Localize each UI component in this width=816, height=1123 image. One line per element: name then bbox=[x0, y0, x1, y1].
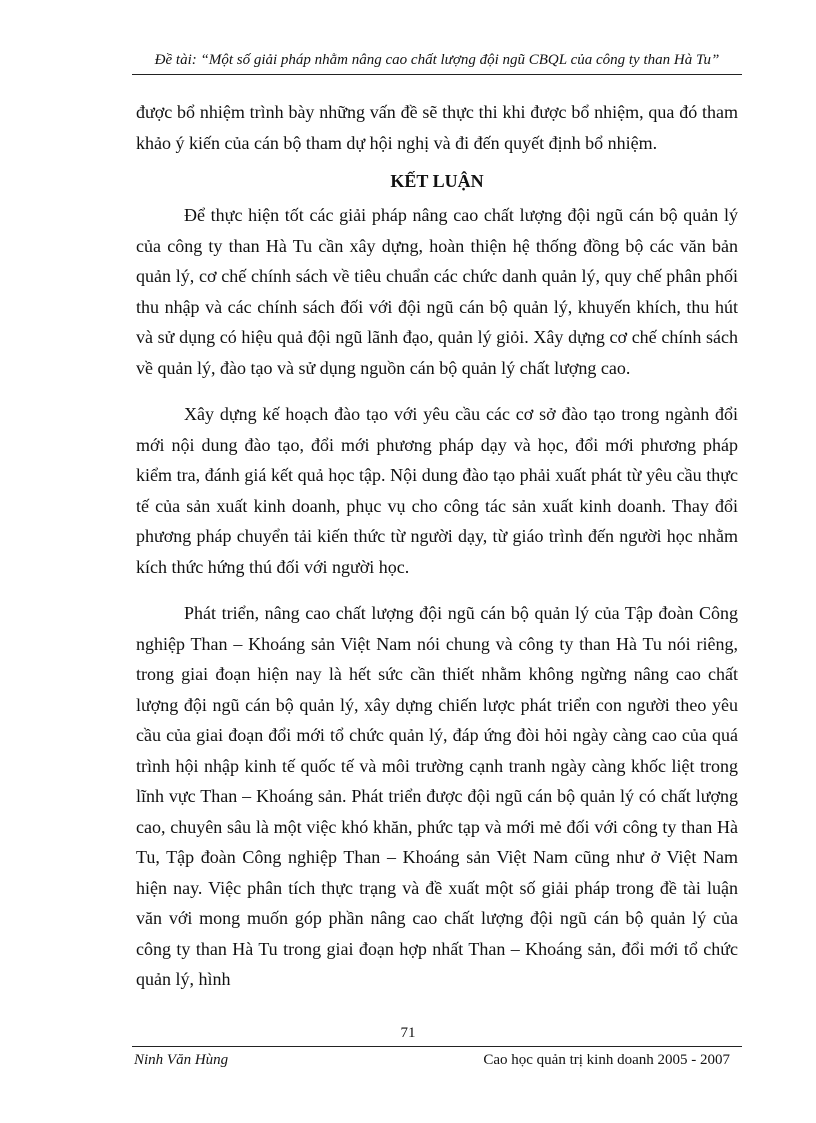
header-divider bbox=[132, 74, 742, 75]
paragraph-3: Phát triển, nâng cao chất lượng đội ngũ cán bộ quản lý của Tập đoàn Công nghiệp Than – Khoáng sản Việt Nam nói chung và công ty than Hà Tu nói riêng, trong giai đoạn hiện nay là hết sức cần thiết nhằm không ngừng nâng cao chất lượng đội ngũ cán bộ quản lý, xây dựng chiến lược phát triển con người theo yêu cầu của giai đoạn đổi mới tổ chức quản lý, đáp ứng đòi hỏi ngày càng cao của quá trình hội nhập kinh tế quốc tế và môi trường cạnh tranh ngày càng khốc liệt trong lĩnh vực Than – Khoáng sản. Phát triển được đội ngũ cán bộ quản lý có chất lượng cao, chuyên sâu là một việc khó khăn, phức tạp và mới mẻ đối với công ty than Hà Tu, Tập đoàn Công nghiệp Than – Khoáng sản Việt Nam cũng như ở Việt Nam hiện nay. Việc phân tích thực trạng và đề xuất một số giải pháp trong đề tài luận văn với mong muốn góp phần nâng cao chất lượng đội ngũ cán bộ quản lý của công ty than Hà Tu trong giai đoạn hợp nhất Than – Khoáng sản, đổi mới tổ chức quản lý, hình bbox=[136, 603, 738, 989]
paragraph-2: Xây dựng kế hoạch đào tạo với yêu cầu các cơ sở đào tạo trong ngành đổi mới nội dung đào tạo, đổi mới phương pháp dạy và học, đổi mới phương pháp kiểm tra, đánh giá kết quả học tập. Nội dung đào tạo phải xuất phát từ yêu cầu thực tế của sản xuất kinh doanh, phục vụ cho công tác sản xuất kinh doanh. Thay đổi phương pháp chuyển tải kiến thức từ người dạy, từ giáo trình đến người học nhằm kích thức hứng thú đối với người học. bbox=[136, 404, 738, 577]
footer-author: Ninh Văn Hùng bbox=[134, 1052, 229, 1068]
intro-continuation-paragraph: được bổ nhiệm trình bày những vấn đề sẽ thực thi khi được bổ nhiệm, qua đó tham khảo ý kiến của cán bộ tham dự hội nghị và đi đến quyết định bổ nhiệm. bbox=[136, 102, 738, 153]
body-text bbox=[136, 97, 738, 995]
paragraph-1: Để thực hiện tốt các giải pháp nâng cao chất lượng đội ngũ cán bộ quản lý của công ty than Hà Tu cần xây dựng, hoàn thiện hệ thống đồng bộ các văn bản quản lý, cơ chế chính sách về tiêu chuẩn các chức danh quản lý, quy chế phân phối thu nhập và các chính sách đối với đội ngũ cán bộ quản lý, khuyến khích, thu hút và sử dụng có hiệu quả đội ngũ lãnh đạo, quản lý giỏi. Xây dựng cơ chế chính sách về quản lý, đào tạo và sử dụng nguồn cán bộ quản lý chất lượng cao. bbox=[136, 205, 738, 378]
footer-divider bbox=[132, 1046, 742, 1047]
page-number: 71 bbox=[400, 1025, 416, 1041]
section-heading: KẾT LUẬN bbox=[390, 171, 484, 191]
header-title: Đề tài: “Một số giải pháp nhằm nâng cao chất lượng đội ngũ CBQL của công ty than Hà Tu” bbox=[154, 52, 720, 68]
footer-program: Cao học quản trị kinh doanh 2005 - 2007 bbox=[483, 1052, 730, 1068]
